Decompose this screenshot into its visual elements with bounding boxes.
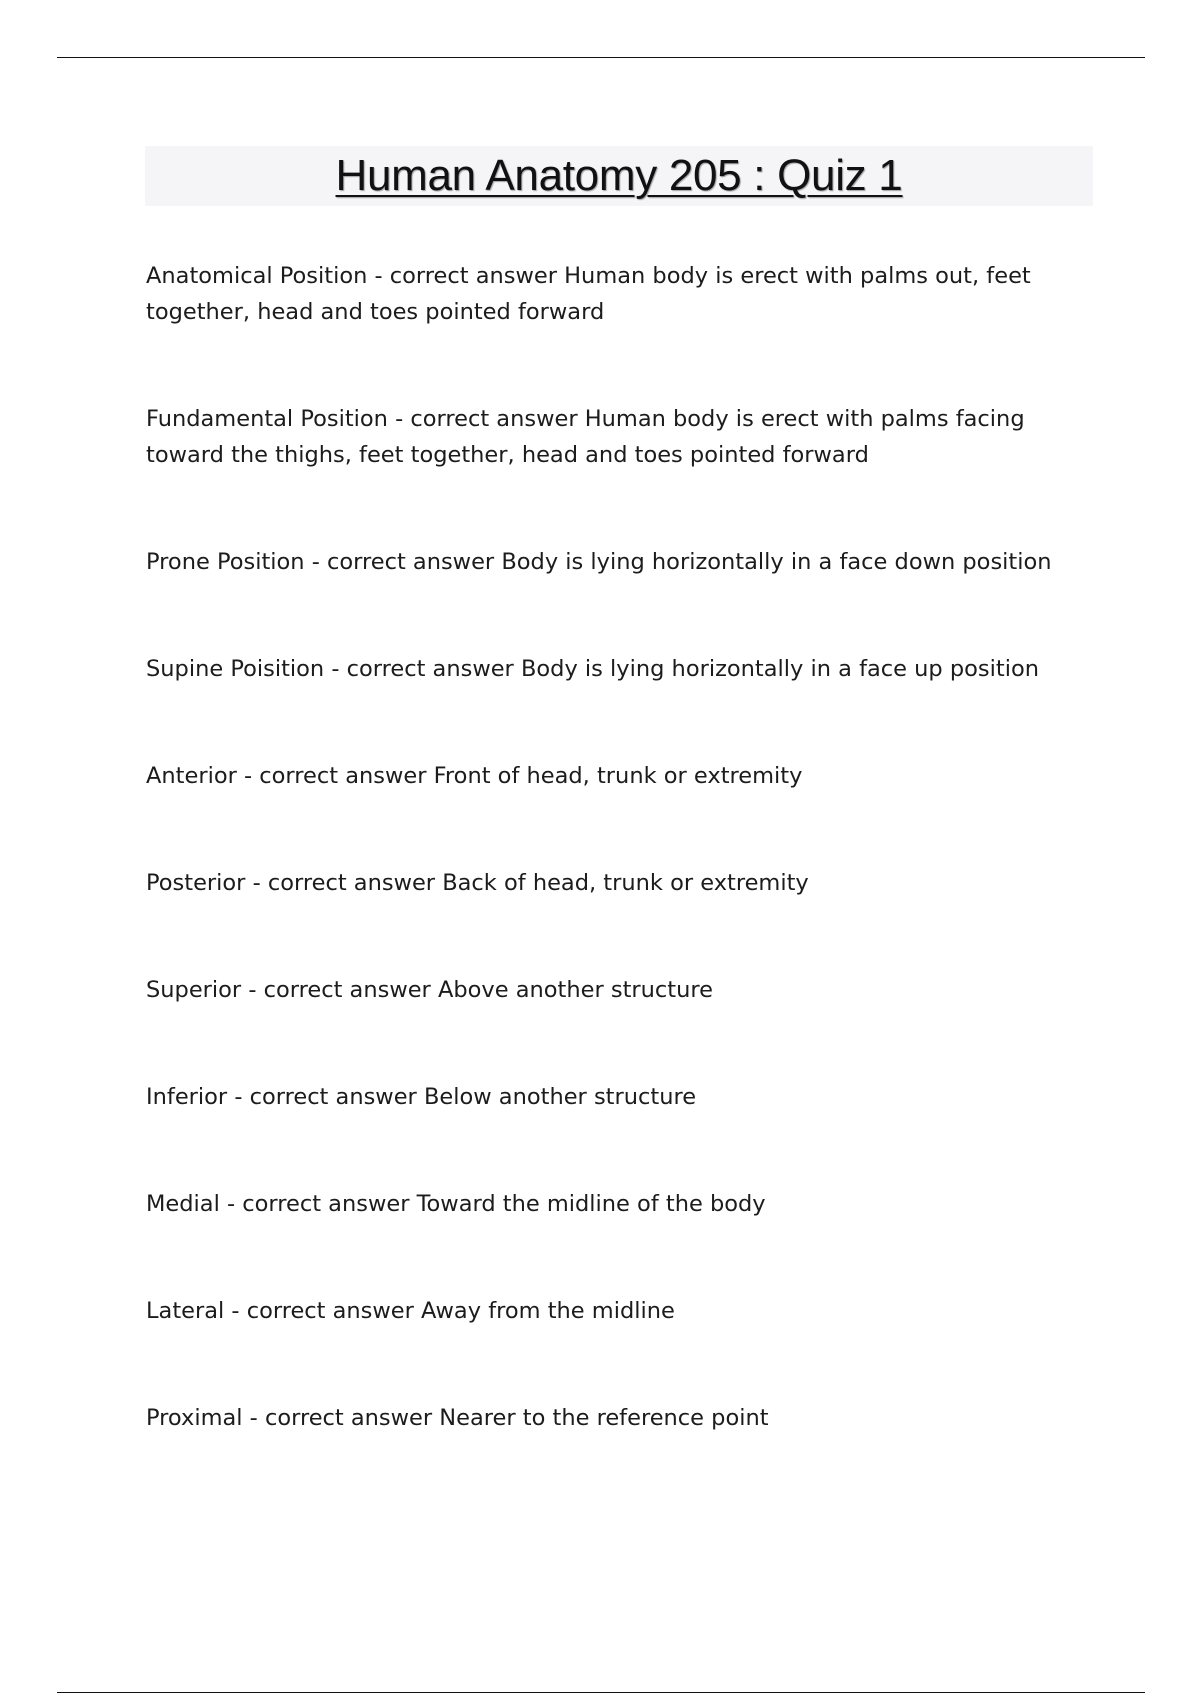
qa-entry: Superior - correct answer Above another structure xyxy=(146,977,713,1003)
qa-entry: Proximal - correct answer Nearer to the reference point xyxy=(146,1405,769,1431)
qa-entry: Anatomical Position - correct answer Human body is erect with palms out, feet together, head and toes pointed forward xyxy=(146,263,1031,325)
qa-entry: Lateral - correct answer Away from the midline xyxy=(146,1298,675,1324)
qa-entry: Inferior - correct answer Below another structure xyxy=(146,1084,697,1110)
qa-list xyxy=(146,258,1086,1507)
title-banner xyxy=(145,146,1093,206)
qa-entry: Medial - correct answer Toward the midline of the body xyxy=(146,1191,766,1217)
header-divider xyxy=(57,57,1145,58)
qa-entry: Fundamental Position - correct answer Human body is erect with palms facing toward the thighs, feet together, head and toes pointed forward xyxy=(146,406,1025,468)
footer-divider xyxy=(57,1692,1145,1693)
qa-entry: Anterior - correct answer Front of head, trunk or extremity xyxy=(146,763,803,789)
page-title: Human Anatomy 205 : Quiz 1 xyxy=(335,151,903,200)
qa-entry: Prone Position - correct answer Body is lying horizontally in a face down position xyxy=(146,549,1052,575)
qa-entry: Posterior - correct answer Back of head, trunk or extremity xyxy=(146,870,809,896)
qa-entry: Supine Poisition - correct answer Body is lying horizontally in a face up position xyxy=(146,656,1039,682)
